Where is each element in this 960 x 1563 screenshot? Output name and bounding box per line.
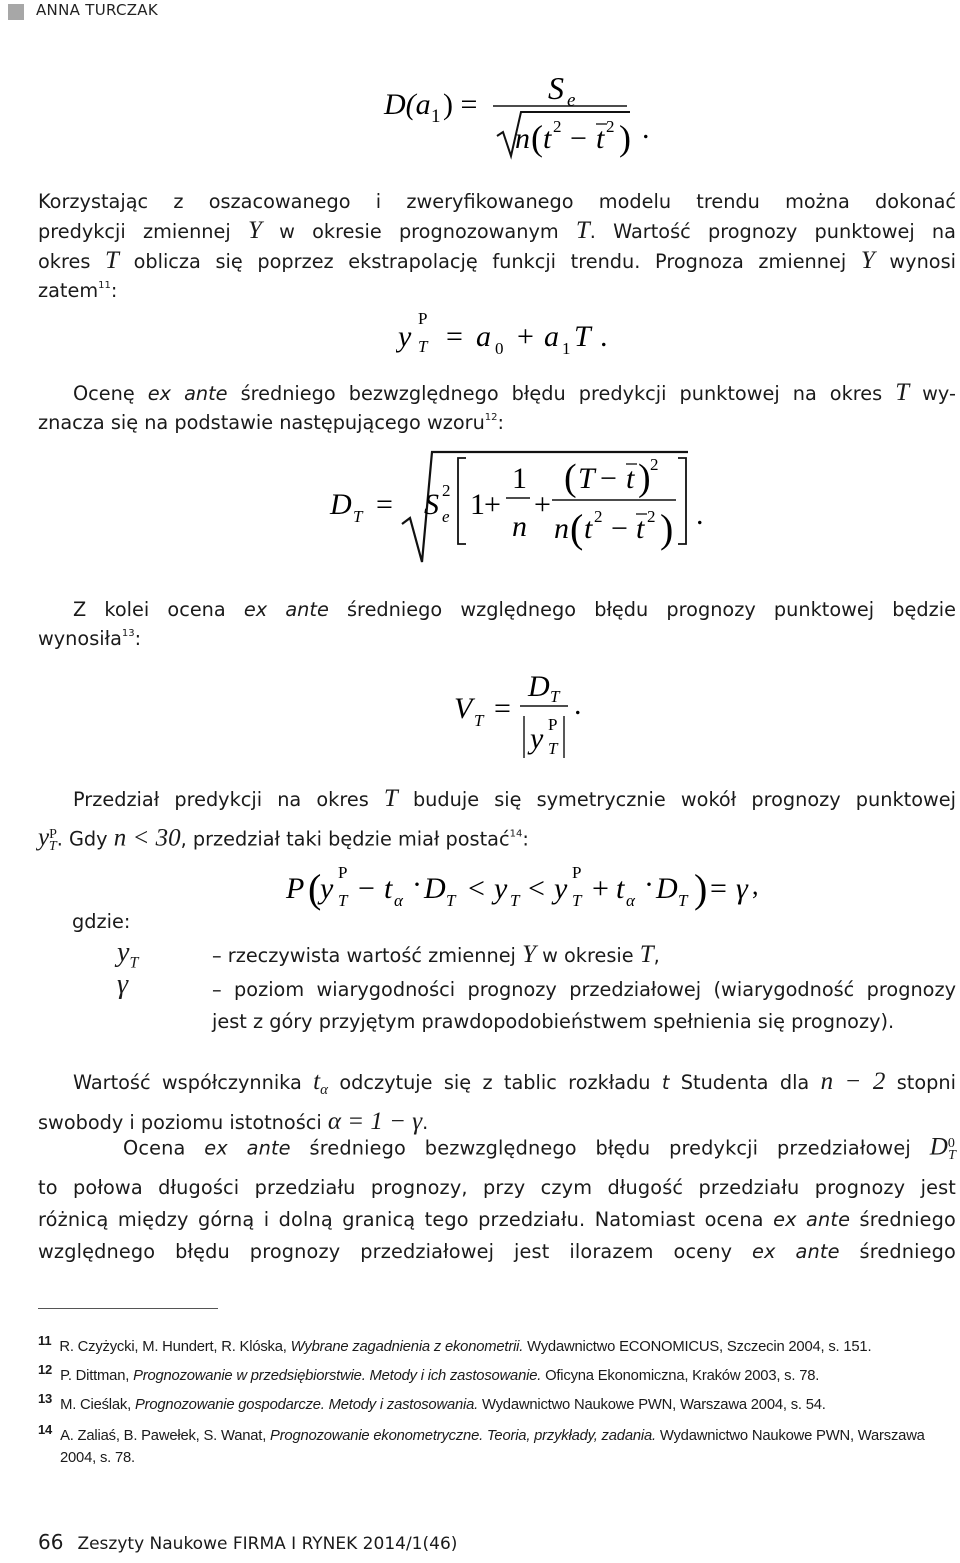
formula-yp-sup: P [418, 309, 428, 328]
formula-vt-num-sub: T [550, 687, 560, 706]
footnote-11: 11 R. Czyżycki, M. Hundert, R. Klóska, Wybrane zagadnienia z ekonometrii. Wydawnictwo ECONOMICUS, Szczecin 2004, s. 151. [38, 1333, 872, 1355]
formula-yp-a1-sub: 1 [562, 339, 571, 358]
formula-vt-num-D: D [528, 670, 550, 703]
formula-vt-V: V [454, 692, 473, 725]
formula-dt-eq: = [376, 488, 393, 521]
formula-int-y3-sup: P [572, 863, 582, 882]
footnote-ref-14: 14 [509, 828, 523, 840]
formula-yp-T: T [574, 320, 591, 353]
where-def1: – rzeczywista wartość zmiennej Y w okresie T, [212, 941, 660, 968]
where-def2 [212, 974, 956, 1038]
formula-vt-period: . [574, 688, 582, 721]
formula-dt-num-T: T [578, 462, 595, 495]
paragraph-prediction-intro [38, 187, 956, 305]
formula-int-comma: , [752, 871, 759, 900]
formula-d-a1-numer: S [548, 70, 564, 106]
formula-int-y2: y [494, 872, 508, 905]
formula-dt-num-t: t [626, 462, 635, 495]
para4-line1: Przedział predykcji na okres T buduje się symetrycznie wokół prognozy punktowej [73, 785, 956, 812]
formula-vt [450, 668, 600, 764]
formula-d-a1 [380, 66, 680, 166]
formula-int-rparen: ) [694, 866, 708, 911]
formula-d-a1-lparen: ( [531, 118, 543, 158]
formula-dt-rbracket [678, 458, 686, 544]
formula-d-a1-denom-exp2: 2 [606, 117, 615, 136]
paragraph-ex-ante-rel-error [38, 595, 956, 653]
formula-vt-den-y: y [530, 722, 544, 755]
footnote-12: 12 P. Dittman, Prognozowanie w przedsiębiorstwie. Metody i ich zastosowanie. Oficyna Ekonomiczna, Kraków 2003, s. 78. [38, 1362, 820, 1384]
formula-int-y1: y [320, 872, 334, 905]
formula-yp-sub: T [418, 337, 428, 356]
para3-line2: wynosiła$^{13}$: [38, 627, 142, 650]
where-sym2: γ [117, 969, 129, 1000]
formula-d-a1-rparen: ) [619, 118, 631, 158]
paragraph-ex-ante-abs-error [38, 378, 956, 437]
para6-line2: to połowa długości przedziału prognozy, przy czym długość przedziału prognozy jest [38, 1176, 956, 1200]
formula-d-a1-lhs: D(a [384, 88, 431, 121]
footnote-14-cont: 2004, s. 78. [60, 1450, 135, 1466]
para1-line3: okres T oblicza się poprzez ekstrapolację funkcji trendu. Prognoza zmiennej Y wynosi [38, 247, 957, 274]
formula-yp-eq: = [446, 320, 463, 353]
formula-dt-den-n: n [554, 512, 569, 545]
formula-int-D1-sub: T [446, 891, 456, 910]
formula-dt-num-rparen: ) [638, 457, 651, 499]
formula-dt-num-lparen: ( [564, 457, 577, 499]
where-label: gdzie: [72, 910, 131, 933]
footnote-ref-13: 13 [121, 628, 135, 639]
formula-d-a1-lhs-close: ) = [443, 88, 478, 121]
formula-d-a1-denom-minus: − [570, 122, 587, 155]
formula-dt-lbracket [458, 458, 466, 544]
paragraph-interval-error [38, 1128, 956, 1268]
formula-dt-D: D [330, 488, 352, 521]
paragraph-prediction-interval [38, 784, 956, 861]
formula-dt-plus1: + [484, 488, 501, 521]
para1-line1: Korzystając z oszacowanego i zweryfikowanego modelu trendu można dokonać [38, 190, 956, 213]
page-number: 66 [38, 1530, 64, 1554]
formula-int-P: P [286, 872, 305, 905]
para5-line2: swobody i poziomu istotności α = 1 − γ. [38, 1107, 429, 1135]
formula-dt-S: S [424, 488, 439, 521]
formula-int-t1-sub: α [394, 891, 403, 910]
journal-title: Zeszyty Naukowe FIRMA I RYNEK 2014/1(46) [77, 1534, 458, 1554]
formula-int-y1-sup: P [338, 863, 348, 882]
para2-line1: Ocenę ex ante średniego bezwzględnego błędu predykcji punktowej na okres T wy- [73, 379, 956, 406]
para4-line2: $y^P_T$. Gdy n < 30, przedział taki będzie miał postać$^{14}$: [38, 824, 529, 855]
formula-yp-a1: a [544, 320, 559, 353]
formula-int-y2-sub: T [510, 891, 520, 910]
footnote-separator [38, 1308, 218, 1309]
para6-line3: różnicą między górną i dolną granicą tego przedziału. Natomiast ocena ex ante średniego [38, 1208, 956, 1232]
formula-dt-period: . [696, 498, 704, 531]
para6-line4: względnego błędu prognozy przedziałowej jest ilorazem oceny ex ante średniego [38, 1240, 956, 1264]
formula-int-eq: = [710, 872, 727, 905]
where-def2-line2: jest z góry przyjętym prawdopodobieństwem spełnienia się prognozy). [212, 1010, 895, 1033]
para1-line2: predykcji zmiennej Y w okresie prognozowanym T. Wartość prognozy punktowej na [38, 217, 956, 244]
header-square [8, 4, 24, 20]
running-header-author: ANNA TURCZAK [36, 1, 158, 19]
formula-d-a1-period: . [642, 112, 650, 145]
formula-yp-a0-sub: 0 [495, 339, 504, 358]
formula-vt-den-sub: T [548, 739, 558, 758]
formula-dt-den-exp: 2 [594, 507, 603, 526]
formula-int-y1-sub: T [338, 891, 348, 910]
formula-int-minus: − [358, 872, 375, 905]
formula-dt-D-sub: T [353, 507, 363, 526]
formula-d-a1-denom-n: n [515, 122, 530, 155]
para2-line2: znacza się na podstawie następującego wzoru$^{12}$: [38, 411, 505, 434]
formula-int-t1: t [384, 872, 393, 905]
formula-int-lparen: ( [308, 866, 322, 911]
page-footer [38, 1530, 457, 1554]
formula-int-D2-sub: T [678, 891, 688, 910]
formula-int-D1: D [424, 872, 446, 905]
formula-dt-den-lparen: ( [570, 506, 584, 551]
formula-int-t2-sub: α [626, 891, 635, 910]
formula-dt-frac1-den: n [512, 510, 527, 543]
formula-int-y3-sub: T [572, 891, 582, 910]
formula-int-y3: y [554, 872, 568, 905]
formula-int-plus: + [592, 872, 609, 905]
formula-dt-one: 1 [470, 488, 485, 521]
footnote-ref-12: 12 [484, 412, 498, 423]
formula-int-lt1: < [468, 872, 485, 905]
formula-dt-frac1-num: 1 [512, 462, 527, 495]
para3-line1: Z kolei ocena ex ante średniego względnego błędu prognozy punktowej będzie [73, 598, 956, 621]
footnote-ref-11: 11 [98, 280, 111, 291]
formula-int-lt2: < [528, 872, 545, 905]
formula-dt-plus2: + [534, 488, 551, 521]
formula-dt [326, 444, 726, 572]
formula-d-a1-numer-sub: e [567, 90, 576, 111]
formula-int-t2: t [616, 872, 625, 905]
formula-dt-S-sup: 2 [442, 481, 451, 500]
formula-dt-num-exp: 2 [650, 455, 659, 474]
formula-dt-den-minus: − [611, 512, 628, 545]
formula-dt-den-exp2: 2 [647, 507, 656, 526]
formula-dt-num-minus: − [600, 462, 617, 495]
formula-vt-eq: = [494, 692, 511, 725]
footnote-14: 14 A. Zaliaś, B. Pawełek, S. Wanat, Prognozowanie ekonometryczne. Teoria, przykłady, zadania. Wydawnictwo Naukowe PWN, Warszawa [38, 1422, 925, 1444]
where-def2-line1: – poziom wiarygodności prognozy przedziałowej (wiarygodność prognozy [212, 978, 956, 1001]
formula-int-gamma: γ [736, 872, 748, 905]
formula-d-a1-denom-tbar: t [596, 122, 605, 155]
formula-dt-den-rparen: ) [660, 506, 674, 551]
formula-d-a1-lhs-sub: 1 [431, 106, 441, 127]
formula-yp-y: y [398, 320, 412, 353]
formula-int-D2: D [656, 872, 678, 905]
formula-d-a1-denom-exp: 2 [553, 117, 562, 136]
formula-yp-a0: a [476, 320, 491, 353]
footnote-13: 13 M. Cieślak, Prognozowanie gospodarcze. Metody i zastosowania. Wydawnictwo Naukowe PWN, Warszawa 2004, s. 54. [38, 1391, 826, 1413]
para6-line1: Ocena ex ante średniego bezwzględnego błędu predykcji przedziałowej $D^0_T$ [123, 1133, 956, 1164]
formula-d-a1-denom-t: t [543, 122, 552, 155]
formula-yp-period: . [600, 320, 608, 353]
formula-vt-den-sup: P [548, 715, 558, 734]
formula-point-forecast [396, 302, 636, 358]
formula-interval [282, 858, 782, 922]
where-sym1: $y_T$ [117, 937, 139, 972]
para1-line4: zatem$^{11}$: [38, 279, 118, 302]
formula-dt-den-tbar: t [636, 512, 645, 545]
formula-int-dot1: · [412, 868, 422, 901]
formula-dt-S-sub: e [442, 507, 450, 526]
formula-dt-den-t: t [584, 512, 593, 545]
para5-line1: Wartość współczynnika $t_\alpha$ odczytuje się z tablic rozkładu t Studenta dla n − 2 stopni [73, 1068, 956, 1098]
formula-int-dot2: · [644, 868, 654, 901]
formula-yp-plus: + [517, 320, 534, 353]
formula-vt-V-sub: T [474, 711, 484, 730]
